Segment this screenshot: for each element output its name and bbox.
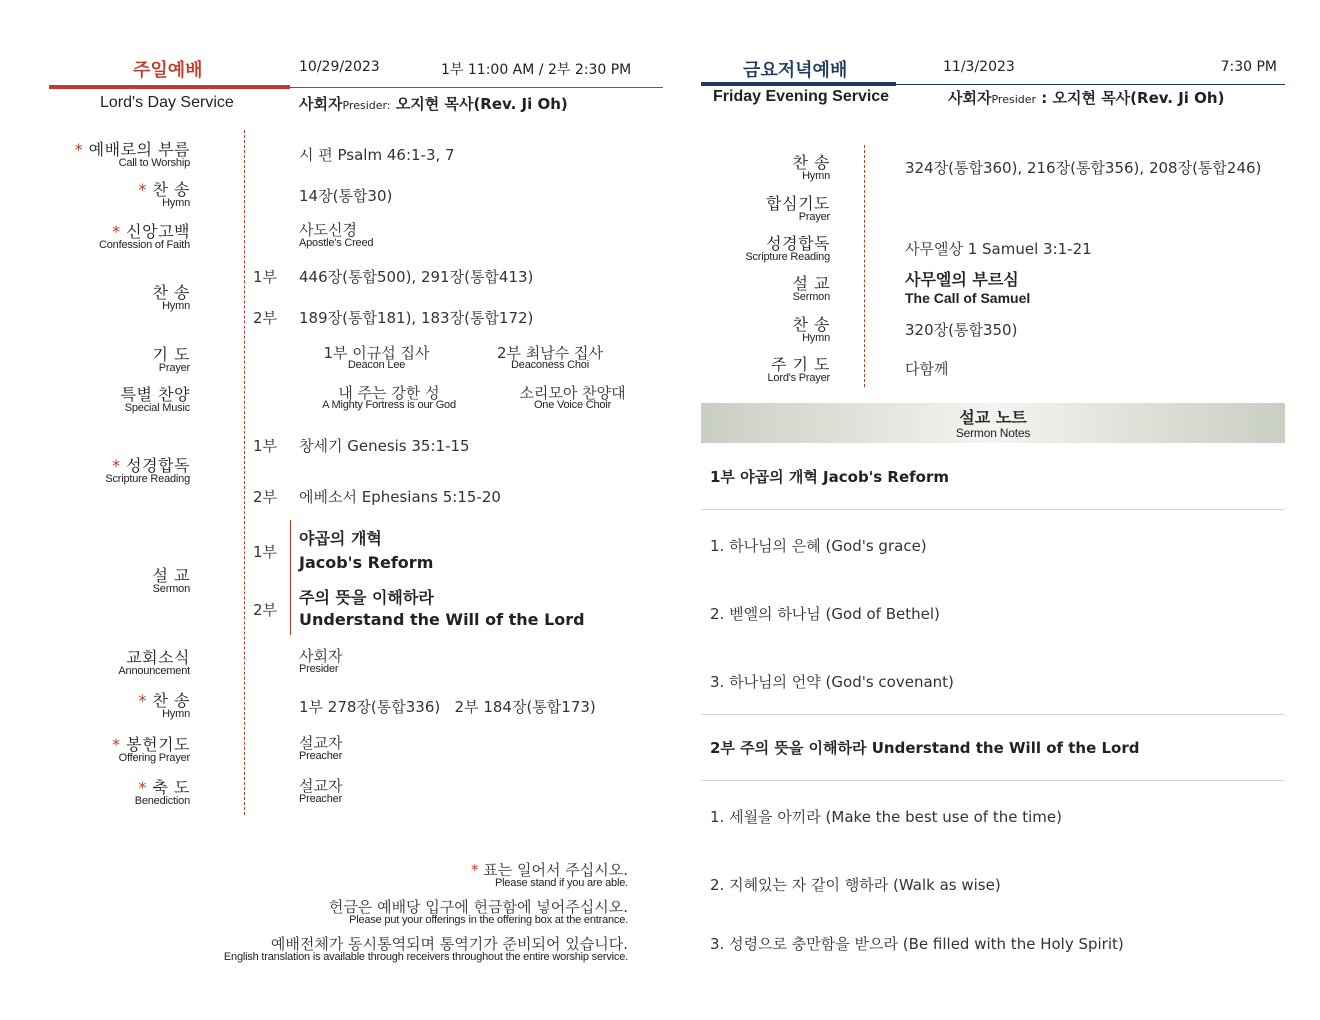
sunday-title-underline <box>49 85 290 89</box>
friday-label-hymn-2: 찬 송 Hymn <box>792 315 830 344</box>
service-2-marker: 2부 <box>253 309 278 327</box>
label-hymn-3: * 찬 송 Hymn <box>138 691 190 720</box>
friday-time: 7:30 PM <box>1220 59 1277 75</box>
sermon-title-2: 주의 뜻을 이해하라 Understand the Will of the Lord <box>299 588 585 629</box>
service-2-marker: 2부 <box>253 601 278 619</box>
sermon-notes-title: 설교 노트 Sermon Notes <box>955 408 1031 440</box>
label-scripture: * 성경합독 Scripture Reading <box>105 456 190 485</box>
footer-offering-note: 헌금은 예배당 입구에 헌금함에 넣어주십시오. Please put your offerings in the offering box at the entrance. <box>328 898 628 926</box>
sunday-divider <box>244 130 245 815</box>
friday-value-hymn: 324장(통합360), 216장(통합356), 208장(통합246) <box>905 159 1262 177</box>
label-sermon: 설 교 Sermon <box>152 566 190 595</box>
value-scripture-2: 에베소서 Ephesians 5:15-20 <box>299 488 501 506</box>
notes-heading-1: 1부 야곱의 개혁 Jacob's Reform <box>710 468 950 486</box>
value-hymn-2b: 189장(통합181), 183장(통합172) <box>299 309 534 327</box>
value-hymn-3: 1부 278장(통합336) 2부 184장(통합173) <box>299 698 596 716</box>
notes-divider <box>701 714 1285 715</box>
value-announcement: 사회자 Presider <box>299 647 343 675</box>
friday-subtitle: Friday Evening Service <box>713 88 890 105</box>
footer-translation-note: 예배전체가 동시통역되며 통역기가 준비되어 있습니다. English translation is available through receivers throughout the entire worship service. <box>223 935 628 963</box>
label-confession: * 신앙고백 Confession of Faith <box>99 222 190 251</box>
friday-value-scripture: 사무엘상 1 Samuel 3:1-21 <box>905 240 1092 258</box>
sunday-title: 주일예배 <box>133 60 203 81</box>
notes-point: 2. 지혜있는 자 같이 행하라 (Walk as wise) <box>710 876 1001 894</box>
notes-heading-2: 2부 주의 뜻을 이해하라 Understand the Will of the Lord <box>710 739 1140 757</box>
sunday-header-rule <box>290 87 663 88</box>
value-benediction: 설교자 Preacher <box>299 777 343 805</box>
sunday-subtitle: Lord's Day Service <box>100 94 234 111</box>
friday-sermon-title: 사무엘의 부르심 The Call of Samuel <box>905 270 1031 306</box>
notes-divider <box>701 509 1285 510</box>
value-prayer-1: 1부 이규섭 집사 Deacon Lee <box>323 344 430 371</box>
friday-label-scripture: 성경합독 Scripture Reading <box>745 234 830 263</box>
friday-title-underline <box>701 82 896 86</box>
service-2-marker: 2부 <box>253 488 278 506</box>
label-hymn-2: 찬 송 Hymn <box>152 283 190 312</box>
sunday-date: 10/29/2023 <box>299 59 380 75</box>
value-offering-prayer: 설교자 Preacher <box>299 734 343 762</box>
value-call-to-worship: 시 편 Psalm 46:1-3, 7 <box>299 146 455 164</box>
value-confession: 사도신경 Apostle's Creed <box>299 221 374 249</box>
service-1-marker: 1부 <box>253 437 278 455</box>
value-prayer-2: 2부 최남수 집사 Deaconess Choi <box>496 344 604 371</box>
value-special-1: 내 주는 강한 성 A Mighty Fortress is our God <box>322 384 456 411</box>
value-scripture-1: 창세기 Genesis 35:1-15 <box>299 437 470 455</box>
value-hymn-1: 14장(통합30) <box>299 187 393 205</box>
label-benediction: * 축 도 Benediction <box>134 778 190 807</box>
sermon-divider <box>290 520 291 635</box>
friday-value-lords-prayer: 다함께 <box>905 360 949 378</box>
friday-value-hymn-2: 320장(통합350) <box>905 321 1018 339</box>
footer-stand-note: * 표는 일어서 주십시오. Please stand if you are able. <box>471 861 628 889</box>
notes-point: 3. 하나님의 언약 (God's covenant) <box>710 673 954 691</box>
value-hymn-2a: 446장(통합500), 291장(통합413) <box>299 268 534 286</box>
value-special-2: 소리모아 찬양대 One Voice Choir <box>519 384 626 411</box>
label-announcement: 교회소식 Announcement <box>118 648 190 677</box>
label-offering-prayer: * 봉헌기도 Offering Prayer <box>112 735 190 764</box>
friday-label-prayer: 합심기도 Prayer <box>766 194 830 223</box>
service-1-marker: 1부 <box>253 268 278 286</box>
friday-label-sermon: 설 교 Sermon <box>792 274 830 303</box>
label-call-to-worship: * 예배로의 부름 Call to Worship <box>74 140 190 169</box>
notes-point: 3. 성령으로 충만함을 받으라 (Be filled with the Holy Spirit) <box>710 935 1124 953</box>
sermon-title-1: 야곱의 개혁 Jacob's Reform <box>299 529 434 572</box>
notes-point: 1. 하나님의 은혜 (God's grace) <box>710 537 927 555</box>
notes-divider <box>701 780 1285 781</box>
notes-point: 1. 세월을 아끼라 (Make the best use of the time) <box>710 808 1062 826</box>
label-hymn-1: * 찬 송 Hymn <box>138 180 190 209</box>
sunday-times: 1부 11:00 AM / 2부 2:30 PM <box>441 62 632 78</box>
friday-title: 금요저녁예배 <box>743 60 848 81</box>
friday-label-hymn: 찬 송 Hymn <box>792 153 830 182</box>
label-prayer: 기 도 Prayer <box>152 345 190 374</box>
sunday-presider: 사회자Presider: 오지현 목사(Rev. Ji Oh) <box>299 95 568 113</box>
friday-label-lords-prayer: 주 기 도 Lord's Prayer <box>767 355 830 384</box>
label-special-music: 특별 찬양 Special Music <box>120 385 190 414</box>
friday-divider <box>864 145 865 387</box>
friday-date: 11/3/2023 <box>943 59 1015 75</box>
friday-presider: 사회자Presider : 오지현 목사(Rev. Ji Oh) <box>948 89 1225 107</box>
service-1-marker: 1부 <box>253 543 278 561</box>
notes-point: 2. 벧엘의 하나님 (God of Bethel) <box>710 605 940 623</box>
friday-header-rule <box>896 84 1285 85</box>
